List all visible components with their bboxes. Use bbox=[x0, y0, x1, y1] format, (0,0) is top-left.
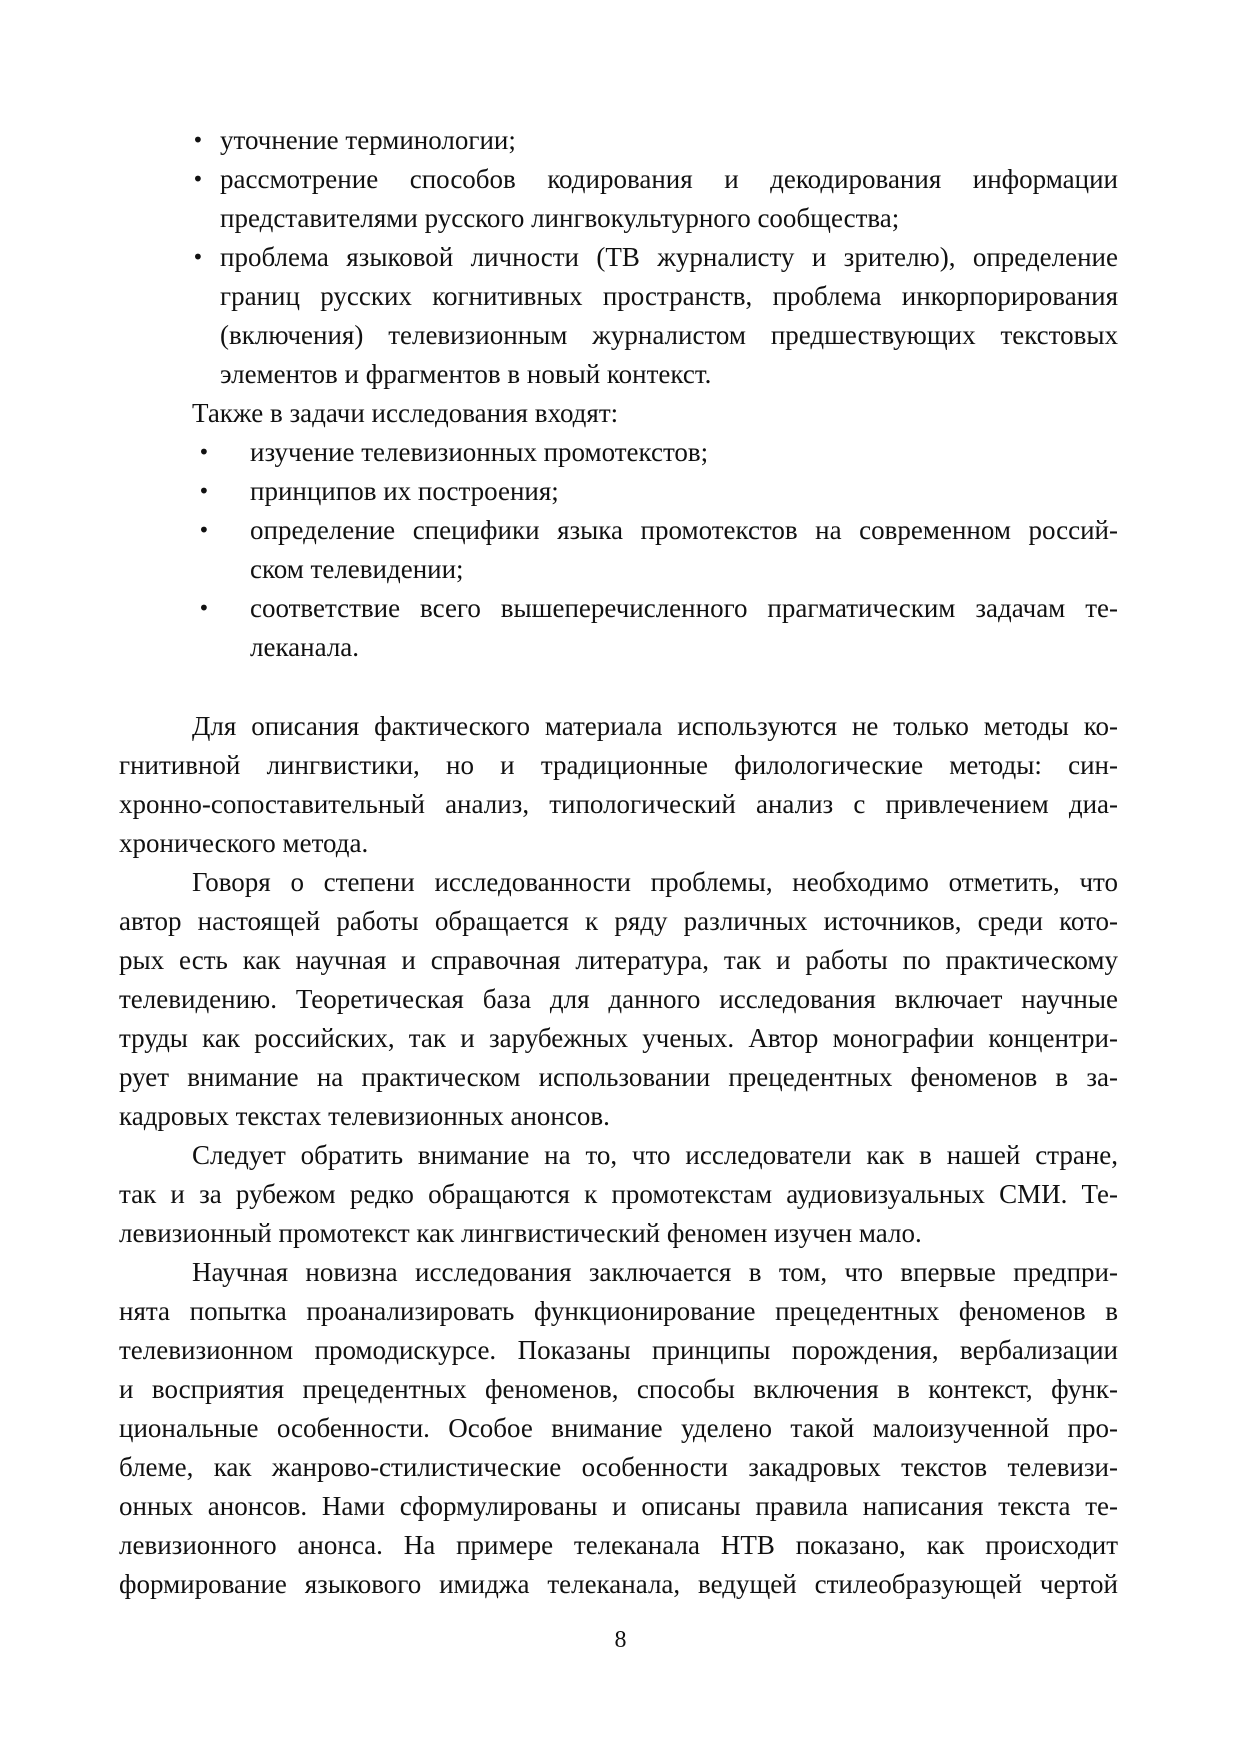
paragraph-line: так и за рубежом редко обращаются к промотекстам аудиовизуальных СМИ. Те- bbox=[119, 1179, 1118, 1209]
paragraph-line: автор настоящей работы обращается к ряду различных источников, среди кото- bbox=[119, 906, 1118, 936]
paragraph-line: формирование языкового имиджа телеканала, ведущей стилеобразующей чертой bbox=[119, 1569, 1118, 1599]
bullet-icon: • bbox=[192, 167, 204, 191]
list-item-text: соответствие всего вышеперечисленного прагматическим задачам те- bbox=[250, 593, 1118, 623]
paragraph-line: рых есть как научная и справочная литература, так и работы по практическому bbox=[119, 945, 1118, 975]
paragraph-line: Для описания фактического материала используются не только методы ко- bbox=[192, 711, 1118, 741]
list-item-text: проблема языковой личности (ТВ журналисту и зрителю), определение bbox=[220, 242, 1118, 272]
paragraph-line: кадровых текстах телевизионных анонсов. bbox=[119, 1101, 610, 1131]
paragraph-line: и восприятия прецедентных феноменов, способы включения в контекст, функ- bbox=[119, 1374, 1118, 1404]
paragraph-line: гнитивной лингвистики, но и традиционные филологические методы: син- bbox=[119, 750, 1118, 780]
paragraph-line: Говоря о степени исследованности проблемы, необходимо отметить, что bbox=[192, 867, 1118, 897]
bullet-icon: • bbox=[192, 245, 204, 269]
paragraph-line: телевидению. Теоретическая база для данного исследования включает научные bbox=[119, 984, 1118, 1014]
paragraph-line: телевизионном промодискурсе. Показаны принципы порождения, вербализации bbox=[119, 1335, 1118, 1365]
list-intro: Также в задачи исследования входят: bbox=[192, 398, 619, 428]
list-item-text: (включения) телевизионным журналистом предшествующих текстовых bbox=[220, 320, 1118, 350]
list-item-text: уточнение терминологии; bbox=[220, 125, 516, 155]
paragraph-line: труды как российских, так и зарубежных ученых. Автор монографии концентри- bbox=[119, 1023, 1118, 1053]
list-item-text: изучение телевизионных промотекстов; bbox=[250, 437, 709, 467]
paragraph-line: рует внимание на практическом использовании прецедентных феноменов в за- bbox=[119, 1062, 1118, 1092]
bullet-icon: • bbox=[198, 440, 210, 464]
page-number: 8 bbox=[614, 1627, 627, 1653]
paragraph-line: блеме, как жанрово-стилистические особенности закадровых текстов телевизи- bbox=[119, 1452, 1118, 1482]
list-item-text: принципов их построения; bbox=[250, 476, 559, 506]
list-item-text: элементов и фрагментов в новый контекст. bbox=[220, 359, 712, 389]
paragraph-line: хронно-сопоставительный анализ, типологический анализ с привлечением диа- bbox=[119, 789, 1118, 819]
paragraph-line: хронического метода. bbox=[119, 828, 369, 858]
list-item-text: рассмотрение способов кодирования и декодирования информации bbox=[220, 164, 1118, 194]
paragraph-line: циональные особенности. Особое внимание уделено такой малоизученной про- bbox=[119, 1413, 1118, 1443]
paragraph-line: левизионного анонса. На примере телеканала НТВ показано, как происходит bbox=[119, 1530, 1118, 1560]
paragraph-line: онных анонсов. Нами сформулированы и описаны правила написания текста те- bbox=[119, 1491, 1118, 1521]
list-item-text: границ русских когнитивных пространств, проблема инкорпорирования bbox=[220, 281, 1118, 311]
paragraph-line: Следует обратить внимание на то, что исследователи как в нашей стране, bbox=[192, 1140, 1118, 1170]
bullet-icon: • bbox=[198, 596, 210, 620]
list-item-text: ском телевидении; bbox=[250, 554, 464, 584]
paragraph-line: Научная новизна исследования заключается в том, что впервые предпри- bbox=[192, 1257, 1118, 1287]
paragraph-line: левизионный промотекст как лингвистический феномен изучен мало. bbox=[119, 1218, 922, 1248]
list-item-text: представителями русского лингвокультурного сообщества; bbox=[220, 203, 900, 233]
bullet-icon: • bbox=[192, 128, 204, 152]
list-item-text: леканала. bbox=[250, 632, 360, 662]
bullet-icon: • bbox=[198, 479, 210, 503]
paragraph-line: нята попытка проанализировать функционирование прецедентных феноменов в bbox=[119, 1296, 1118, 1326]
bullet-icon: • bbox=[198, 518, 210, 542]
list-item-text: определение специфики языка промотекстов на современном россий- bbox=[250, 515, 1118, 545]
